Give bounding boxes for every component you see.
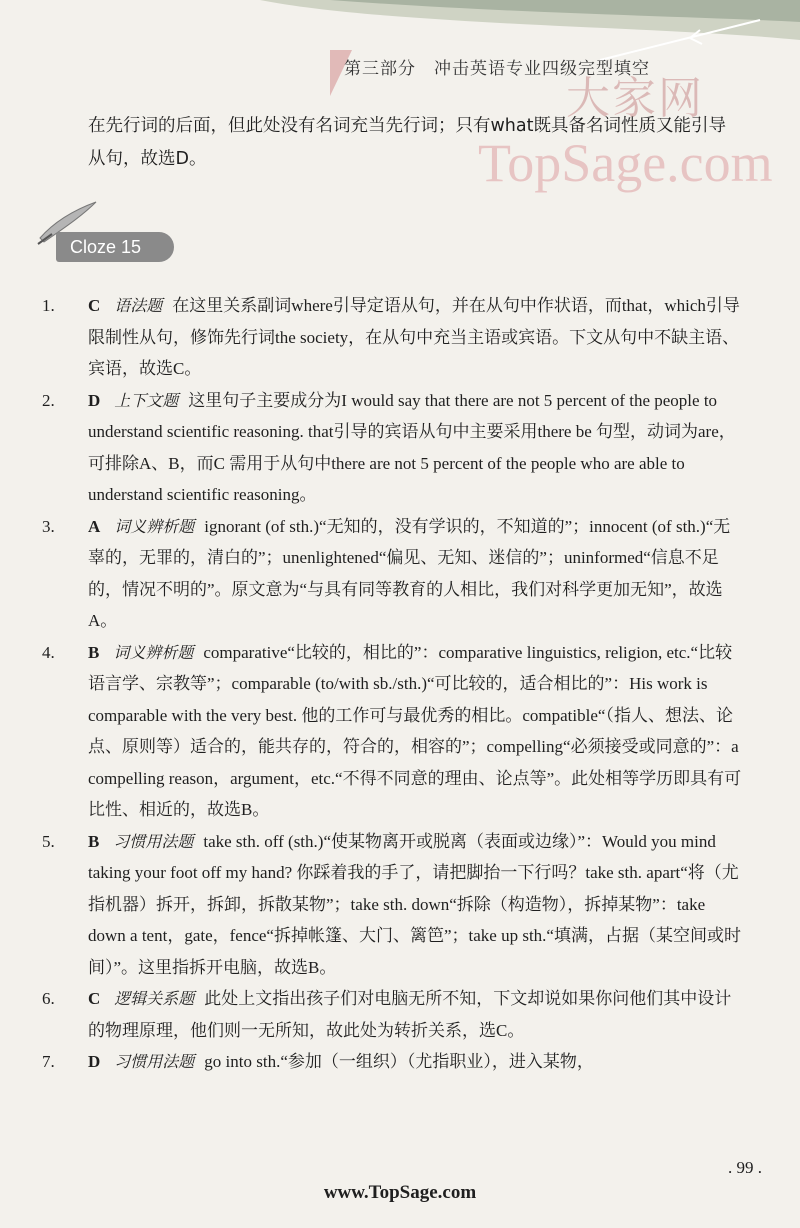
list-item — [42, 637, 742, 826]
item-category: 上下文题 — [114, 390, 179, 410]
list-item — [42, 1046, 742, 1078]
item-category: 词义辨析题 — [114, 516, 195, 536]
item-answer: B — [88, 831, 100, 851]
list-item — [42, 385, 742, 511]
item-category: 习惯用法题 — [113, 831, 194, 851]
page-number: . 99 . — [728, 1158, 762, 1177]
watermark-logo-en: TopSage.com — [478, 133, 773, 193]
footer-url: www.TopSage.com — [323, 1182, 477, 1203]
section-label: Cloze 15 — [70, 237, 142, 257]
item-category: 语法题 — [114, 296, 163, 315]
item-answer: D — [88, 390, 101, 410]
item-number: 6. — [42, 989, 55, 1008]
answer-list — [42, 290, 742, 1078]
item-explanation: comparative“比较的，相比的”：comparative linguistics, religion, etc.“比较语言学、宗教等”；comparable (to/with sb./sth.)“可比较的，适合相比的”：His work is comparable with the very best. 他的工作可与最优秀的相比。compatible“（指人、想法、论点、原则等）适合的，能共存的，符合的，相容的”；compelling“必须接受或同意的”：a compelling reason，argument，etc.“不得不同意的理由、论点等”。此处相等学历即具有可比性、相近的，故选B。 — [88, 642, 742, 819]
item-explanation: 这里句子主要成分为I would say that there are not 5 percent of the people to understand scientific reasoning. that引导的宾语从句中主要采用there be 句型，动词为are，可排除A、B，而C 需用于从句中there are not 5 percent of the people who are able to understand scientific reasoning。 — [88, 390, 736, 504]
item-answer: C — [88, 296, 101, 315]
item-number: 3. — [42, 516, 55, 536]
item-category: 词义辨析题 — [113, 642, 194, 662]
item-number: 7. — [42, 1052, 55, 1071]
item-explanation: 在这里关系副词where引导定语从句，并在从句中作状语，而that，which引导限制性从句，修饰先行词the society，在从句中充当主语或宾语。下文从句中不缺主语、宾语，故选C。 — [88, 296, 740, 378]
item-number: 4. — [42, 642, 55, 662]
item-category: 逻辑关系题 — [114, 989, 195, 1008]
list-item — [42, 983, 742, 1046]
item-answer: C — [88, 989, 101, 1008]
item-explanation: go into sth.“参加（一组织）（尤指职业），进入某物， — [204, 1052, 594, 1071]
item-answer: A — [88, 516, 101, 536]
item-number: 5. — [42, 831, 55, 851]
item-number: 1. — [42, 296, 55, 315]
intro-paragraph: 在先行词的后面，但此处没有名词充当先行词；只有what既具备名词性质又能引导从句，故选D。 — [88, 116, 726, 169]
list-item — [42, 290, 742, 385]
item-answer: D — [88, 1052, 101, 1071]
list-item — [42, 826, 742, 984]
watermark-logo-cn: 大家网 — [566, 73, 704, 124]
item-explanation: take sth. off (sth.)“使某物离开或脱离（表面或边缘）”：Would you mind taking your foot off my hand? 你踩着我的手了，请把脚抬一下行吗？take sth. apart“将（尤指机器）拆开，拆卸，拆散某物”；take sth. down“拆除（构造物），拆掉某物”：take down a tent，gate，fence“拆掉帐篷、大门、篱笆”；take up sth.“填满，占据（某空间或时间）”。这里指拆开电脑，故选B。 — [88, 831, 741, 977]
item-answer: B — [88, 642, 100, 662]
item-category: 习惯用法题 — [114, 1052, 195, 1071]
item-explanation: ignorant (of sth.)“无知的，没有学识的，不知道的”；innocent (of sth.)“无辜的，无罪的，清白的”；unenlightened“偏见、无知、迷信的”；uninformed“信息不足的，情况不明的”。原文意为“与具有同等教育的人相比，我们对科学更加无知”，故选A。 — [88, 516, 731, 630]
list-item — [42, 511, 742, 637]
running-header-title: 第三部分 冲击英语专业四级完型填空 — [344, 59, 650, 79]
item-explanation: 此处上文指出孩子们对电脑无所不知，下文却说如果你问他们其中设计的物理原理，他们则一无所知，故此处为转折关系，选C。 — [88, 989, 732, 1040]
item-number: 2. — [42, 390, 55, 410]
